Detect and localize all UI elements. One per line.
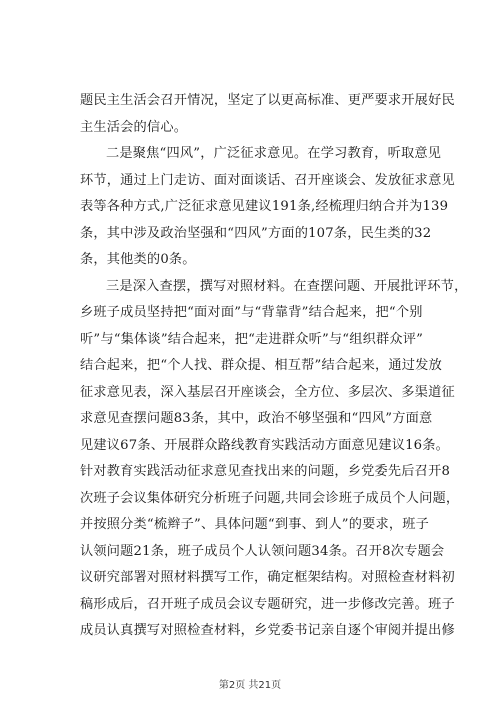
text-line: 条，其他类的0条。 — [80, 252, 196, 267]
document-body — [80, 88, 468, 645]
text-line: 条，其中涉及政治坚强和“四风”方面的107条，民生类的32 — [80, 225, 432, 241]
text-line: 乡班子成员坚持把“面对面”与“背靠背”结合起来，把“个别 — [80, 305, 423, 320]
text-line: 听”与“集体谈”结合起来，把“走进群众听”与“组织群众评” — [80, 331, 424, 347]
text-line: 见建议67条、开展群众路线教育实践活动方面意见建议16条。 — [80, 437, 450, 453]
text-line: 并按照分类“梳辫子”、具体问题“到事、到人”的要求，班子 — [80, 517, 430, 532]
text-line: 针对教育实践活动征求意见查找出来的问题，乡党委先后召开8 — [80, 464, 451, 479]
text-line: 二是聚焦“四风”，广泛征求意见。在学习教育，听取意见 — [106, 146, 442, 161]
text-line: 环节，通过上门走访、面对面谈话、召开座谈会、发放征求意见 — [80, 172, 455, 188]
text-line: 题民主生活会召开情况，坚定了以更高标准、更严要求开展好民 — [80, 93, 455, 108]
text-line: 表等各种方式,广泛征求意见建议191条,经梳理归纳合并为139 — [80, 199, 449, 214]
text-line: 成员认真撰写对照检查材料，乡党委书记亲自逐个审阅并提出修 — [80, 623, 455, 638]
text-line: 求意见查摆问题83条，其中，政治不够坚强和“四风”方面意 — [80, 411, 433, 426]
text-line: 主生活会的信心。 — [80, 119, 188, 135]
text-line: 征求意见表，深入基层召开座谈会，全方位、多层次、多渠道征 — [80, 384, 455, 400]
text-line: 认领问题21条，班子成员个人认领问题34条。召开8次专题会 — [80, 543, 445, 559]
text-line: 议研究部署对照材料撰写工作，确定框架结构。对照检查材料初 — [80, 570, 455, 585]
text-line: 稿形成后，召开班子成员会议专题研究，进一步修改完善。班子 — [80, 596, 455, 612]
text-line: 结合起来，把“个人找、群众提、相互帮”结合起来，通过发放 — [80, 358, 442, 373]
page-footer: 第2页 共21页 — [218, 680, 282, 691]
text-line: 次班子会议集体研究分析班子问题,共同会诊班子成员个人问题， — [80, 490, 460, 506]
text-line: 三是深入查摆，撰写对照材料。在查摆问题、开展批评环节， — [106, 278, 468, 294]
